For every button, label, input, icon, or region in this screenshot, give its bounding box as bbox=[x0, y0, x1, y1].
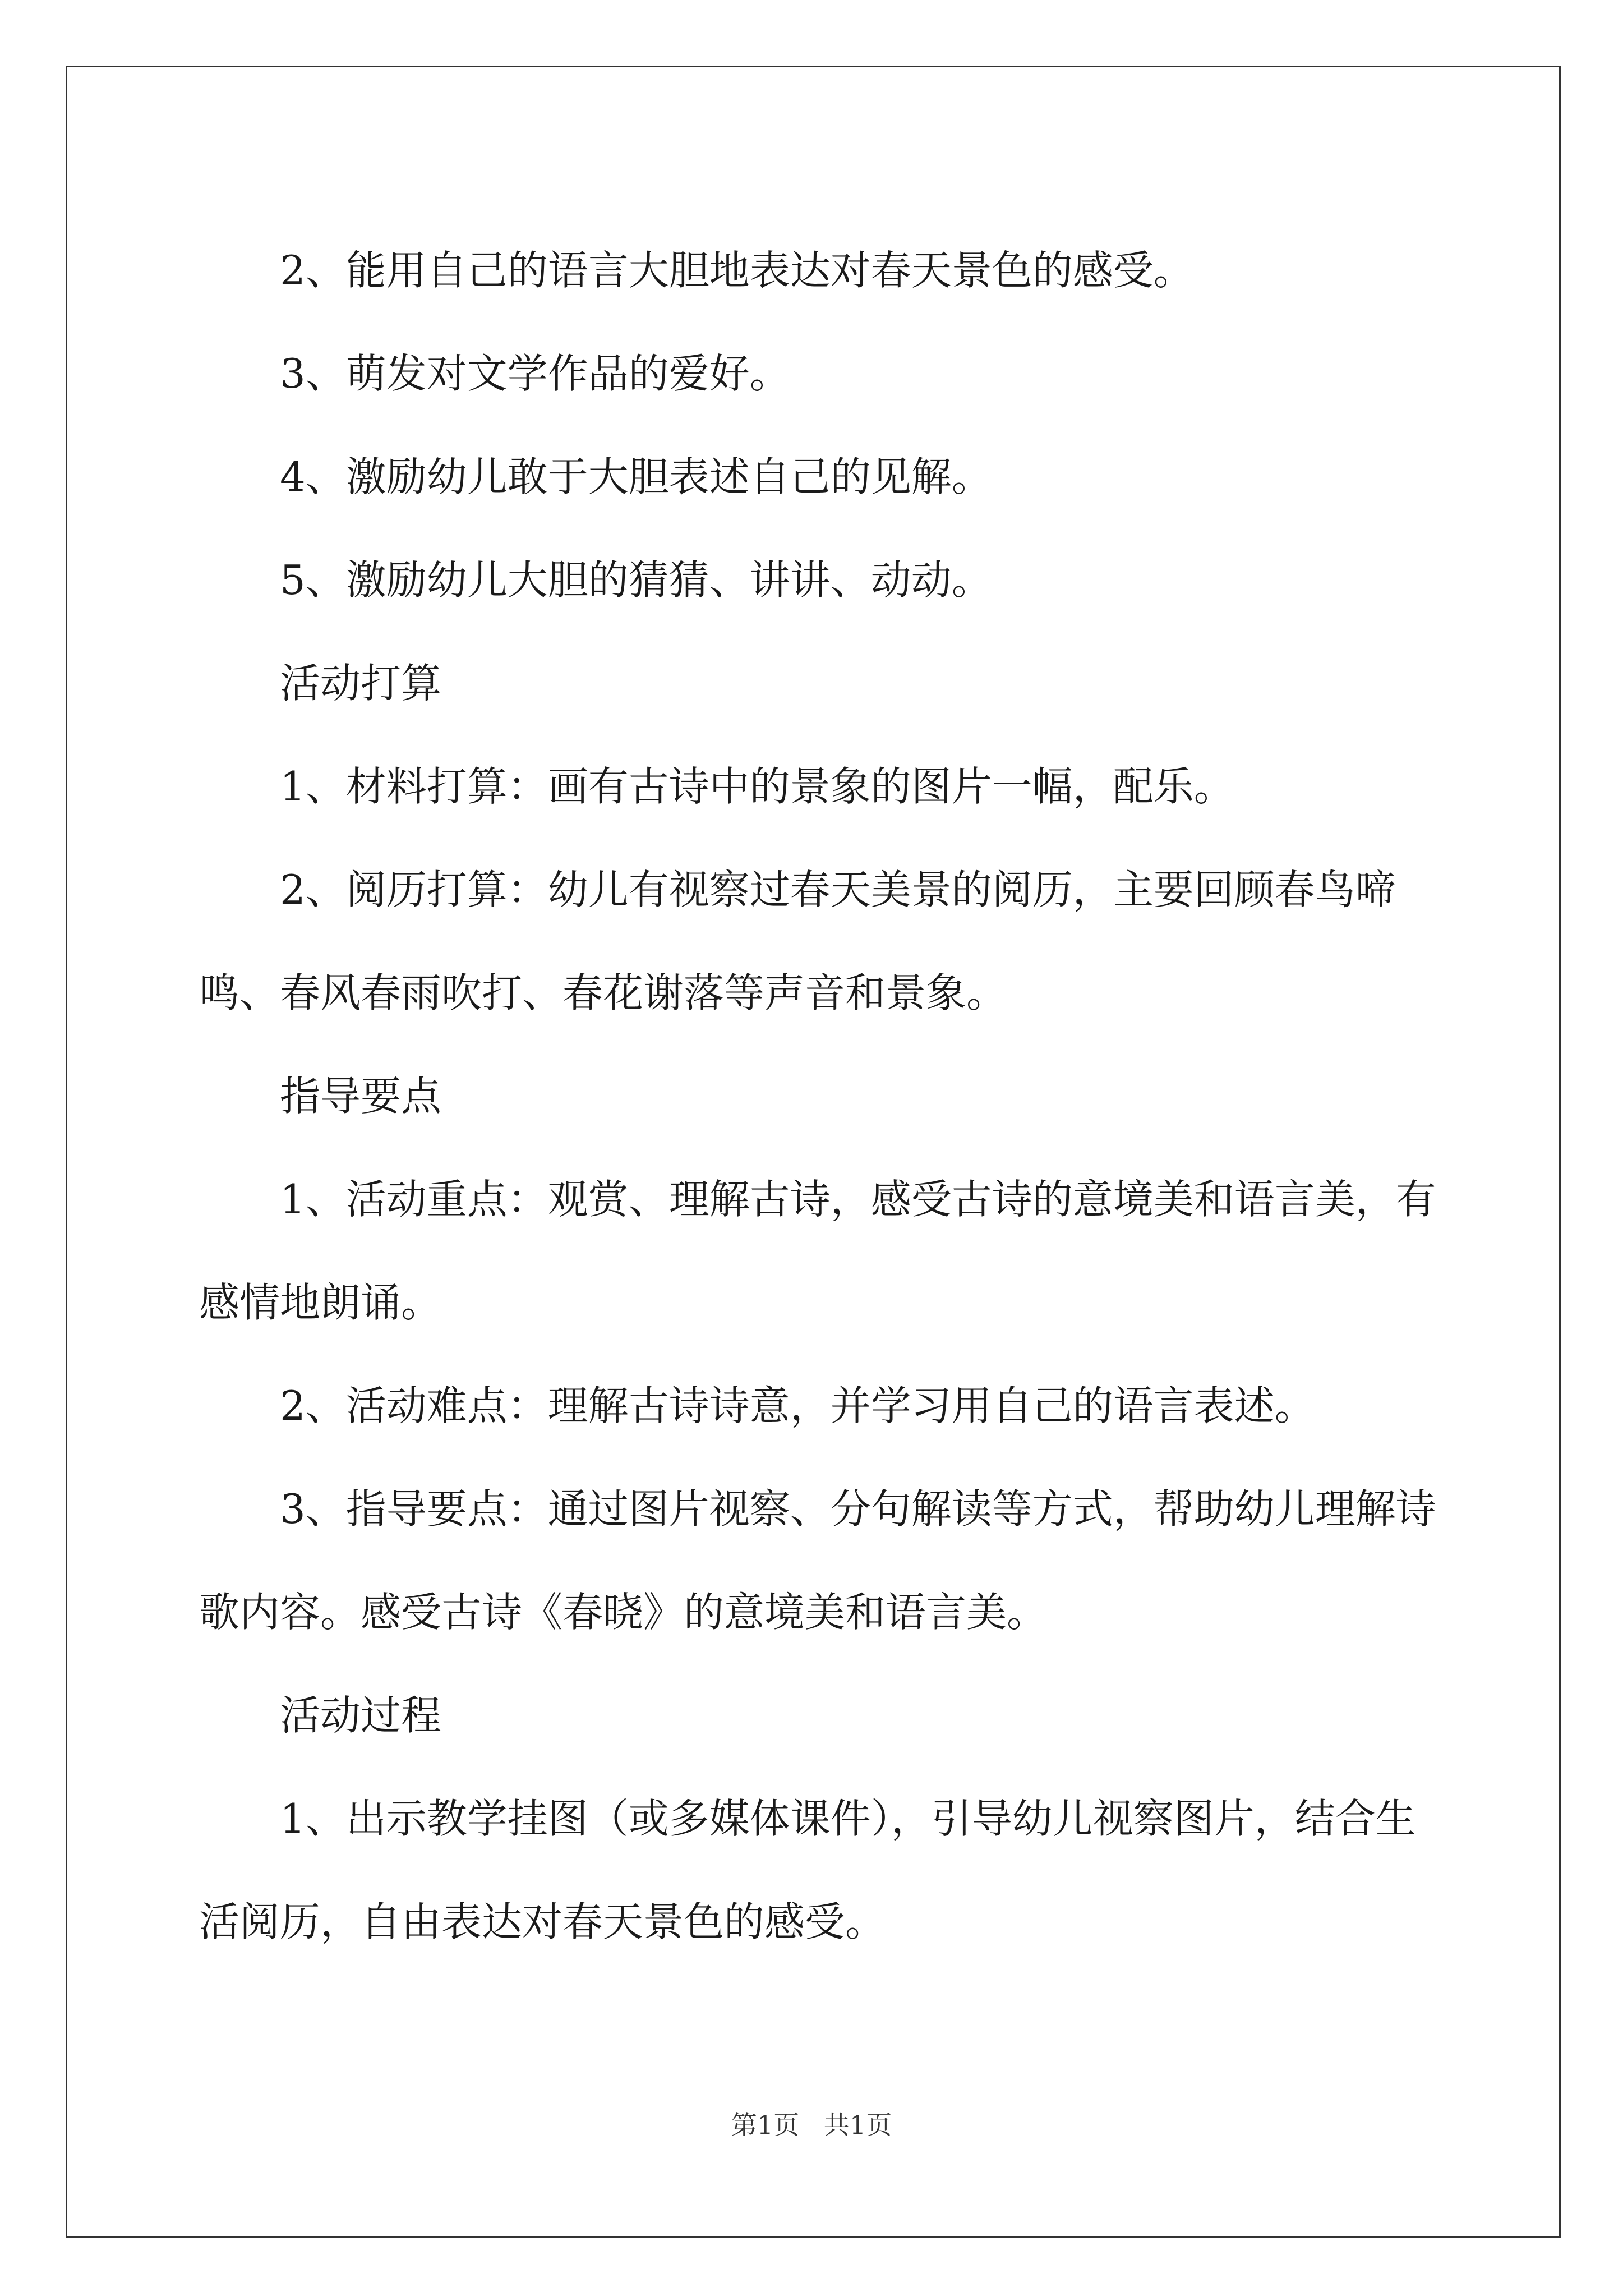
section-heading: 活动打算 bbox=[280, 660, 442, 707]
paragraph: 2、能用自己的语言大胆地表达对春天景色的感受。 bbox=[280, 247, 1194, 294]
paragraph: 1、出示教学挂图（或多媒体课件），引导幼儿视察图片，结合生活阅历，自由表达对春天景色的感受。 bbox=[199, 1795, 1416, 1945]
document-body bbox=[199, 219, 1450, 1973]
paragraph: 1、材料打算：画有古诗中的景象的图片一幅，配乐。 bbox=[280, 763, 1234, 810]
page-number-footer: 第1页 共1页 bbox=[731, 2110, 892, 2140]
paragraph: 2、活动难点：理解古诗诗意，并学习用自己的语言表述。 bbox=[280, 1382, 1315, 1429]
paragraph: 5、激励幼儿大胆的猜猜、讲讲、动动。 bbox=[280, 556, 992, 604]
paragraph: 3、指导要点：通过图片视察、分句解读等方式，帮助幼儿理解诗歌内容。感受古诗《春晓》的意境美和语言美。 bbox=[199, 1485, 1436, 1636]
paragraph: 3、萌发对文学作品的爱好。 bbox=[280, 350, 790, 397]
section-heading: 活动过程 bbox=[280, 1692, 442, 1739]
paragraph: 1、活动重点：观赏、理解古诗，感受古诗的意境美和语言美，有感情地朗诵。 bbox=[199, 1176, 1436, 1326]
paragraph: 2、阅历打算：幼儿有视察过春天美景的阅历，主要回顾春鸟啼鸣、春风春雨吹打、春花谢落等声音和景象。 bbox=[199, 866, 1396, 1016]
paragraph: 4、激励幼儿敢于大胆表述自己的见解。 bbox=[280, 453, 992, 500]
section-heading: 指导要点 bbox=[280, 1073, 442, 1120]
